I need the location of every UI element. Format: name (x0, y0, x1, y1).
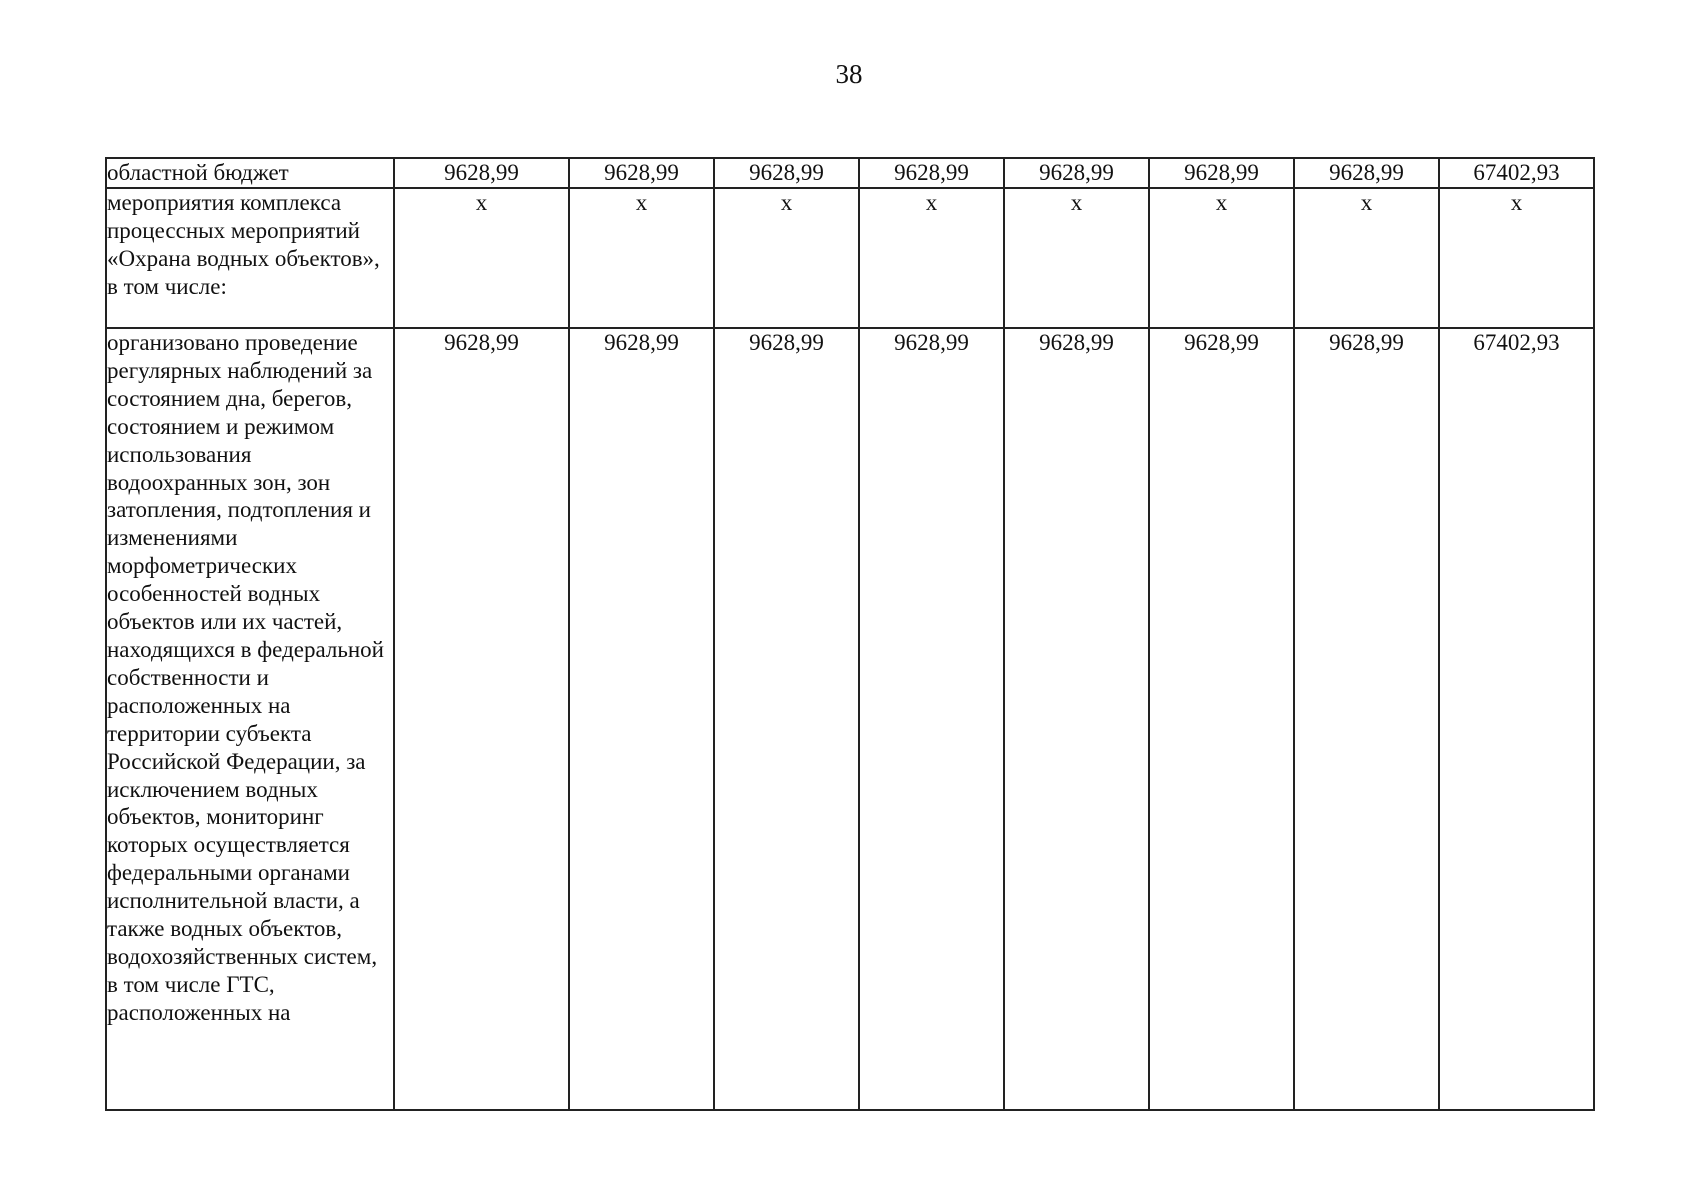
row-label: организовано проведение регулярных наблюдений за состоянием дна, берегов, состоянием и режимом использования водоохранных зон, зон затопления, подтопления и изменениями морфометрических особенностей водных объектов или их частей, находящихся в федеральной собственности и расположенных на территории субъекта Российской Федерации, за исключением водных объектов, мониторинг которых осуществляется федеральными органами исполнительной власти, а также водных объектов, водохозяйственных систем, в том числе ГТС, расположенных на (106, 328, 394, 1110)
value-cell: x (714, 188, 859, 328)
value-cell: 9628,99 (1004, 328, 1149, 1110)
value-cell: x (1004, 188, 1149, 328)
table-row (106, 158, 1594, 188)
value-cell: x (569, 188, 714, 328)
total-cell: x (1439, 188, 1594, 328)
total-cell: 67402,93 (1439, 328, 1594, 1110)
value-cell: 9628,99 (394, 328, 569, 1110)
page-number: 38 (835, 59, 863, 89)
value-cell: 9628,99 (394, 158, 569, 188)
value-cell: 9628,99 (1149, 158, 1294, 188)
value-cell: 9628,99 (569, 328, 714, 1110)
value-cell: 9628,99 (714, 158, 859, 188)
value-cell: x (1294, 188, 1439, 328)
row-label: мероприятия комплекса процессных мероприятий «Охрана водных объектов», в том числе: (106, 188, 394, 328)
value-cell: 9628,99 (859, 328, 1004, 1110)
table-row (106, 188, 1594, 328)
value-cell: 9628,99 (859, 158, 1004, 188)
budget-table (105, 157, 1595, 1111)
value-cell: 9628,99 (1149, 328, 1294, 1110)
value-cell: 9628,99 (1294, 158, 1439, 188)
row-label: областной бюджет (106, 158, 394, 188)
table-row (106, 328, 1594, 1110)
value-cell: 9628,99 (714, 328, 859, 1110)
value-cell: 9628,99 (1004, 158, 1149, 188)
value-cell: x (1149, 188, 1294, 328)
value-cell: x (394, 188, 569, 328)
value-cell: x (859, 188, 1004, 328)
value-cell: 9628,99 (1294, 328, 1439, 1110)
total-cell: 67402,93 (1439, 158, 1594, 188)
value-cell: 9628,99 (569, 158, 714, 188)
